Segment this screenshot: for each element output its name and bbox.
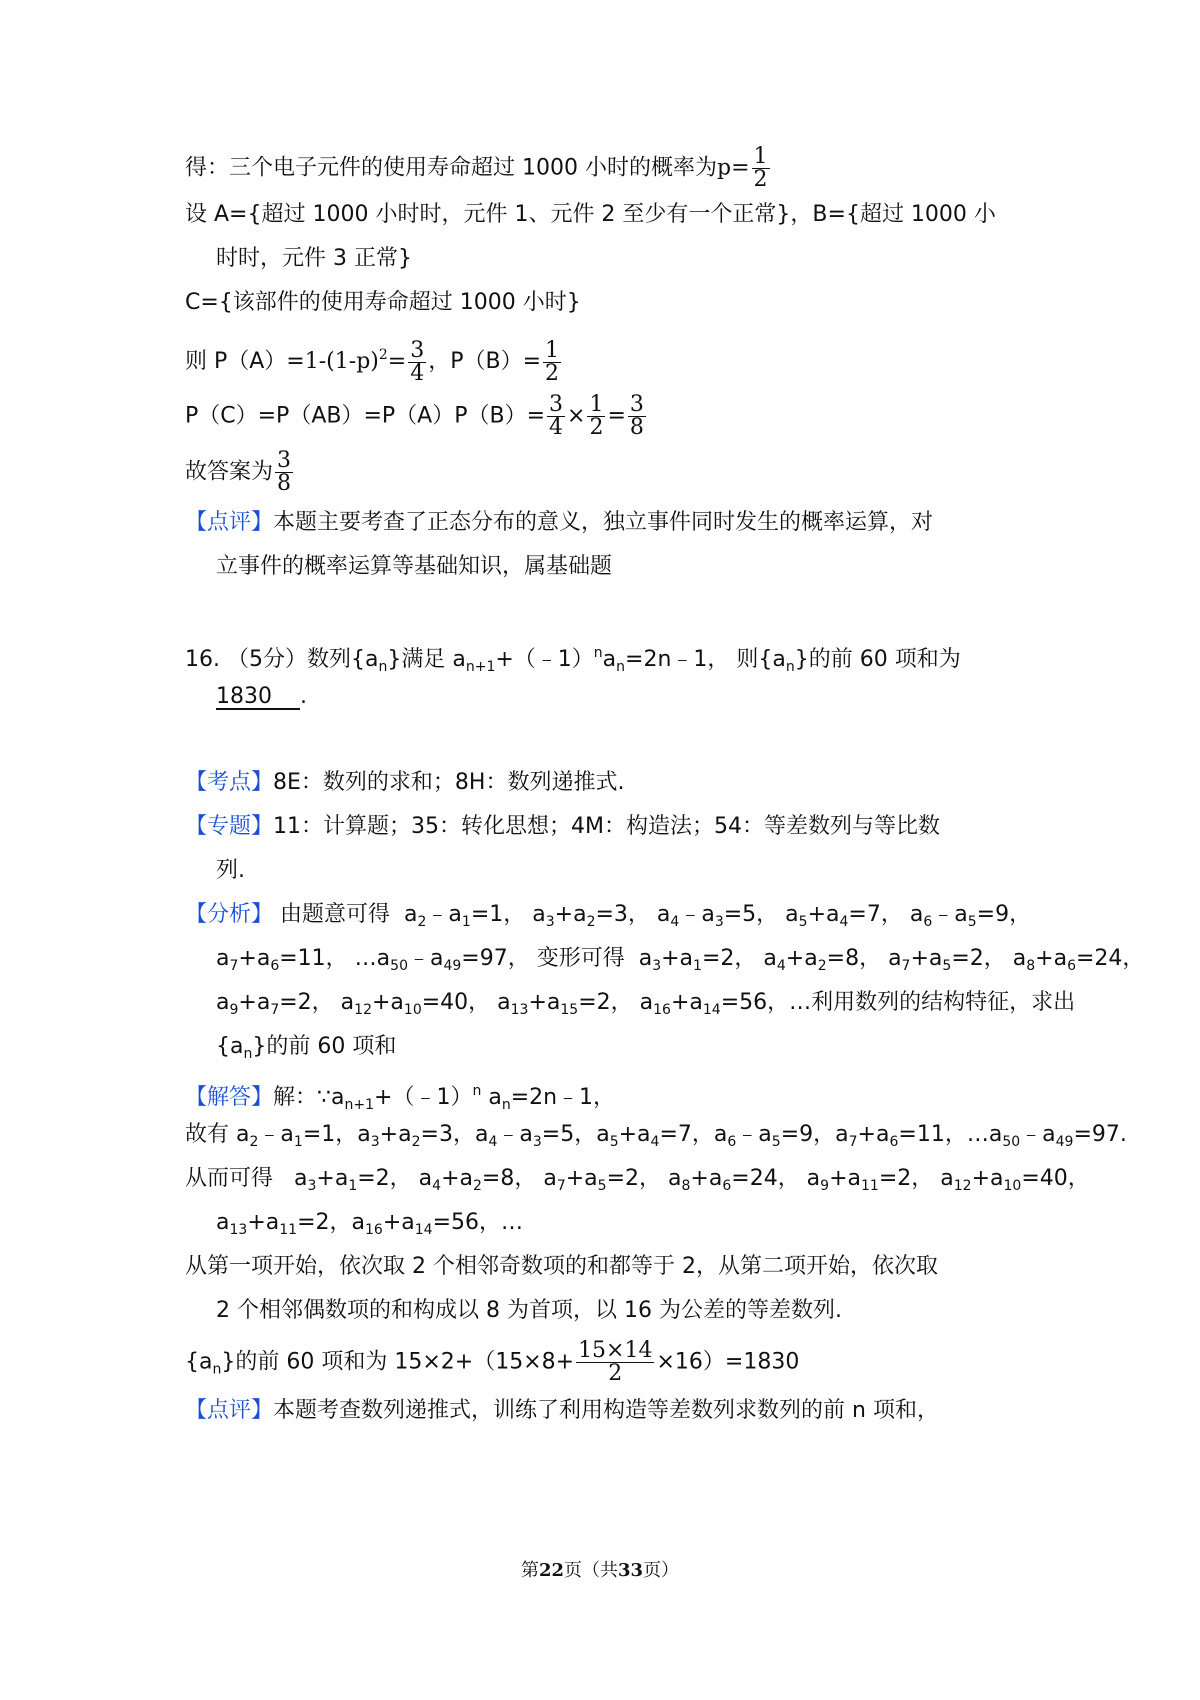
- comment-tag: 【点评】: [185, 510, 274, 535]
- line-pa-pb: 则 $P(A)=1-(1-p)^2=$ $\frac{3}{4}$ ，P（B）= $\frac{1}{2}$: [185, 337, 560, 386]
- answer-blank: 1830: [216, 684, 272, 709]
- fraction-half: $\frac{1}{2}$: [545, 337, 560, 386]
- jieda-tag: 【解答】: [185, 1085, 274, 1110]
- question-16-answer: 1830 .: [216, 684, 307, 709]
- comment-line-2: 立事件的概率运算等基础知识，属基础题: [216, 554, 613, 579]
- comment-2-tag: 【点评】: [185, 1398, 274, 1423]
- jieda-line-4: $a_{13}+a_{11}=2$，$a_{16}+a_{14}=56$，…: [216, 1210, 523, 1238]
- fraction-three-eighths: $\frac{3}{8}$: [277, 448, 292, 496]
- zhuanti-tag: 【专题】: [185, 814, 274, 839]
- fenxi-line-1: 【分析】 由题意可得 $a_2﹣a_1=1$， $a_3+a_2=3$， $a_4﹣a_3=5$， $a_5+a_4=7$， $a_6﹣a_5=9$，: [185, 902, 1032, 930]
- kaodian-tag: 【考点】: [185, 770, 274, 795]
- comment-2-line: 【点评】本题考查数列递推式，训练了利用构造等差数列求数列的前 n 项和，: [185, 1398, 939, 1423]
- line-answer: 故答案为 $\frac{3}{8}$: [185, 448, 292, 496]
- fenxi-line-2: $a_7+a_6=11$， $\dots a_{50}﹣a_{49}=97$， 变形可得 $a_3+a_1=2$， $a_4+a_2=8$， $a_7+a_5=2$， $a_8+a_6=24$，: [216, 946, 1145, 974]
- line-probability: 得：三个电子元件的使用寿命超过 1000 小时的概率为p= $\frac{1}{2}$: [185, 144, 768, 192]
- zhuanti-line-2: 列.: [216, 858, 245, 883]
- fraction-three-quarters: $\frac{3}{4}$: [410, 337, 425, 386]
- fraction-half: $\frac{1}{2}$: [753, 144, 768, 192]
- fraction-15x14-over-2: $\frac{15\times 14}{2}$: [578, 1338, 653, 1386]
- total-pages: 33: [618, 1560, 644, 1581]
- line-define-b-cont: 时时，元件 3 正常}: [216, 246, 412, 271]
- jieda-line-3: 从而可得 $a_3+a_1=2$， $a_4+a_2=8$， $a_7+a_5=2$， $a_8+a_6=24$， $a_9+a_{11}=2$， $a_{12}+a_{10}=40$，: [185, 1166, 1090, 1194]
- fenxi-line-4: $\{a_n\}$的前 60 项和: [216, 1034, 397, 1062]
- kaodian-line: 【考点】8E：数列的求和；8H：数列递推式.: [185, 770, 625, 795]
- jieda-line-6: 2 个相邻偶数项的和构成以 8 为首项，以 16 为公差的等差数列.: [216, 1298, 842, 1323]
- jieda-line-1: 【解答】解：$\because a_{n+1}+(﹣1)^n$ $a_n=2n﹣1$，: [185, 1083, 616, 1113]
- page-number: 22: [538, 1560, 564, 1581]
- page-footer: 第22页（共33页）: [520, 1560, 680, 1581]
- zhuanti-line-1: 【专题】11：计算题；35：转化思想；4M：构造法；54：等差数列与等比数: [185, 814, 940, 839]
- jieda-line-2: 故有 $a_2﹣a_1=1$，$a_3+a_2=3$，$a_4﹣a_3=5$，$a_5+a_4=7$，$a_6﹣a_5=9$，$a_7+a_6=11$，$\dots a_{50}﹣a_{49}=97$.: [185, 1122, 1127, 1150]
- question-16: 16. （5分）数列$\{a_n\}$满足 $a_{n+1}+(﹣1)^na_n=2n﹣1$， 则$\{a_n\}$的前 60 项和为: [185, 645, 961, 675]
- fraction-three-quarters: $\frac{3}{4}$: [549, 392, 564, 440]
- line-define-a-b: 设 A={超过 1000 小时时，元件 1、元件 2 至少有一个正常}，B={超过 1000 小: [185, 202, 996, 227]
- fenxi-line-3: $a_9+a_7=2$， $a_{12}+a_{10}=40$， $a_{13}+a_{15}=2$， $a_{16}+a_{14}=56$，…利用数列的结构特征，求出: [216, 990, 1076, 1018]
- fraction-three-eighths: $\frac{3}{8}$: [629, 392, 644, 440]
- comment-line-1: 【点评】本题主要考查了正态分布的意义，独立事件同时发生的概率运算，对: [185, 510, 934, 535]
- line-pc: P（C）=P（AB）=P（A）P（B）= $\frac{3}{4}$ × $\frac{1}{2}$ = $\frac{3}{8}$: [185, 392, 644, 440]
- fenxi-tag: 【分析】: [185, 902, 274, 927]
- line-define-c: C={该部件的使用寿命超过 1000 小时}: [185, 290, 581, 315]
- fraction-half: $\frac{1}{2}$: [589, 392, 604, 440]
- jieda-line-7: $\{a_n\}$的前 60 项和为 15×2+（15×8+ $\frac{15\times 14}{2}$ ×16）=1830: [185, 1338, 800, 1386]
- jieda-line-5: 从第一项开始，依次取 2 个相邻奇数项的和都等于 2，从第二项开始，依次取: [185, 1254, 938, 1279]
